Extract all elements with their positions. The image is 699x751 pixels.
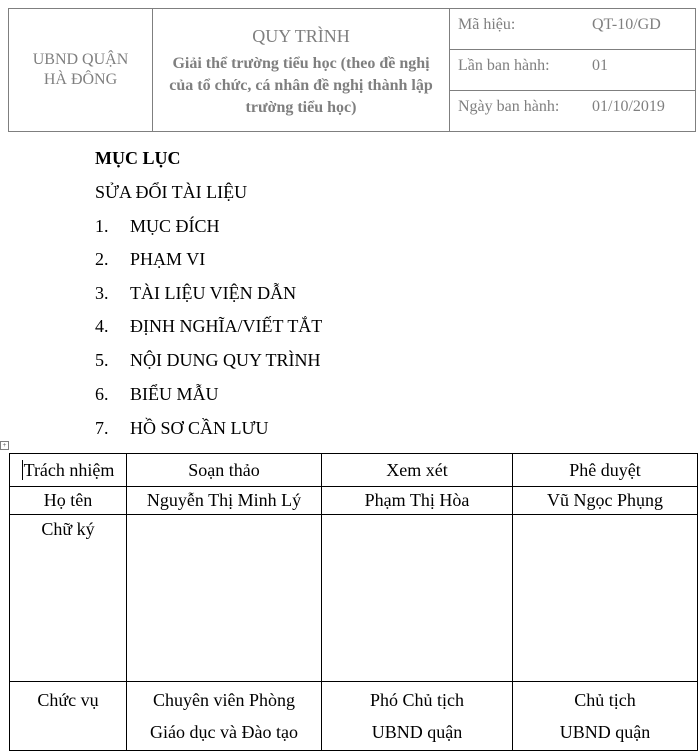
toc-item-number: 5. [95,350,109,370]
approval-signature-table [9,453,698,751]
toc-item-label: ĐỊNH NGHĨA/VIẾT TẮT [130,316,323,336]
toc-item[interactable] [95,316,322,337]
position-line: UBND quận [559,722,651,742]
name-label-cell[interactable]: Họ tên [10,487,127,515]
meta-issue-value: 01 [592,57,608,74]
toc-item-number: 1. [95,216,109,236]
organization-cell [9,9,153,132]
toc-item-number: 7. [95,418,109,438]
toc-item-number: 4. [95,316,109,336]
approver-position-cell[interactable] [513,682,698,751]
toc-item-label: BIỂU MẪU [130,384,219,404]
reviewer-header-cell[interactable]: Xem xét [322,454,513,487]
toc-item[interactable] [95,350,321,371]
toc-item-label: TÀI LIỆU VIỆN DẪN [130,283,297,303]
table-move-handle-icon[interactable]: + [0,441,9,450]
meta-code-row [450,9,695,50]
meta-issue-row [450,50,695,91]
table-row [10,515,698,682]
meta-issue-label: Lần ban hành: [458,57,550,74]
toc-item[interactable] [95,249,205,270]
position-line: Giáo dục và Đào tạo [150,722,298,742]
toc-revision-heading: SỬA ĐỔI TÀI LIỆU [95,182,248,202]
approver-name-cell[interactable]: Vũ Ngọc Phụng [513,487,698,515]
meta-code-value: QT-10/GD [592,16,661,33]
approver-signature-cell[interactable] [513,515,698,682]
toc-item-label: PHẠM VI [130,249,206,269]
reviewer-signature-cell[interactable] [322,515,513,682]
drafter-position-cell[interactable] [127,682,322,751]
meta-date-label: Ngày ban hành: [458,98,560,115]
meta-code-label: Mã hiệu: [458,16,516,33]
reviewer-name-cell[interactable]: Phạm Thị Hòa [322,487,513,515]
position-label-cell[interactable]: Chức vụ [10,682,127,751]
document-header-table [8,8,696,132]
table-row [10,454,698,487]
position-line: UBND quận [371,722,463,742]
table-row [10,487,698,515]
document-meta-cell [450,9,696,132]
meta-date-row [450,91,695,131]
org-name-line1: UBND QUẬN [32,51,129,68]
drafter-header-cell[interactable]: Soạn thảo [127,454,322,487]
reviewer-position-cell[interactable] [322,682,513,751]
toc-item[interactable] [95,384,219,405]
toc-item-number: 2. [95,249,109,269]
toc-item-number: 6. [95,384,109,404]
position-line: Chuyên viên Phòng [153,690,295,710]
toc-item[interactable] [95,418,268,439]
drafter-name-cell[interactable]: Nguyễn Thị Minh Lý [127,487,322,515]
signature-label-cell[interactable]: Chữ ký [10,515,127,682]
toc-item-label: MỤC ĐÍCH [130,216,220,236]
title-cell [153,9,450,132]
meta-date-value: 01/10/2019 [592,98,665,115]
document-title: Giải thể trường tiểu học (theo đề nghị của tổ chức, cá nhân đề nghị thành lập trường tiểu học) [169,55,433,116]
responsibility-header: Trách nhiệm [23,459,115,480]
position-line: Phó Chủ tịch [369,690,464,710]
toc-item-number: 3. [95,283,109,303]
table-row [10,682,698,751]
document-type: QUY TRÌNH [252,26,350,46]
toc-item[interactable] [95,216,220,237]
approver-header-cell[interactable]: Phê duyệt [513,454,698,487]
position-line: Chủ tịch [574,690,636,710]
responsibility-header-cell[interactable] [10,454,127,487]
toc-item-label: HỒ SƠ CẦN LƯU [130,418,269,438]
drafter-signature-cell[interactable] [127,515,322,682]
toc-item[interactable] [95,283,296,304]
toc-title: MỤC LỤC [95,148,181,168]
toc-item-label: NỘI DUNG QUY TRÌNH [130,350,321,370]
org-name-line2: HÀ ĐÔNG [43,71,118,88]
